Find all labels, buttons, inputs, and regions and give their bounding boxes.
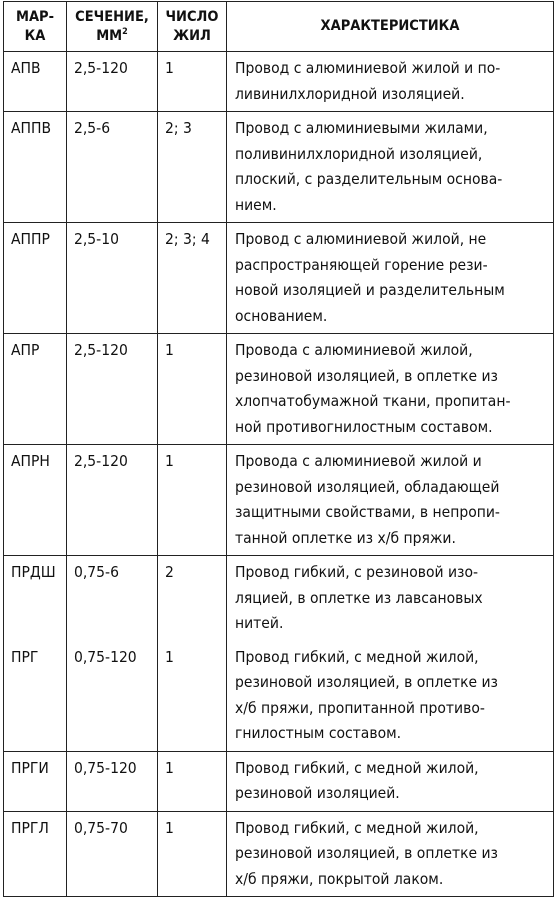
table-row [4, 641, 554, 752]
header-section: СЕЧЕНИЕ, $ММ^2$ [67, 2, 158, 52]
cell-cores: 2; 3; 4 [158, 223, 227, 334]
header-cores: ЧИСЛО ЖИЛ [158, 2, 227, 52]
cell-section: 2,5-120 [67, 334, 158, 445]
cell-section: 0,75-6 [67, 556, 158, 641]
cell-cores: 1 [158, 52, 227, 112]
cell-brand: АПРН [4, 445, 67, 556]
cell-cores: 1 [158, 641, 227, 752]
cell-section: 2,5-6 [67, 112, 158, 223]
header-brand: МАР- КА [4, 2, 67, 52]
wire-spec-table [3, 1, 554, 897]
table-row [4, 445, 554, 556]
cell-cores: 1 [158, 334, 227, 445]
cell-brand: АППВ [4, 112, 67, 223]
cell-cores: 2; 3 [158, 112, 227, 223]
header-description: ХАРАКТЕРИСТИКА [227, 2, 554, 52]
cell-section: 2,5-10 [67, 223, 158, 334]
cell-cores: 1 [158, 751, 227, 811]
cell-brand: АППР [4, 223, 67, 334]
cell-description: Провод гибкий, с медной жилой, резиновой изоляцией, в оплетке из х/б пряжи, пропитанной противо- гнилостным составом. [227, 641, 554, 752]
cell-section: 0,75-120 [67, 641, 158, 752]
cell-section: 2,5-120 [67, 52, 158, 112]
cell-description: Провод гибкий, с медной жилой, резиновой изоляцией. [227, 751, 554, 811]
table-row [4, 334, 554, 445]
cell-cores: 2 [158, 556, 227, 641]
cell-section: 0,75-120 [67, 751, 158, 811]
cell-description: Провод с алюминиевой жилой и по- ливинилхлоридной изоляцией. [227, 52, 554, 112]
cell-cores: 1 [158, 445, 227, 556]
table-row [4, 751, 554, 811]
cell-brand: ПРГИ [4, 751, 67, 811]
cell-description: Провода с алюминиевой жилой, резиновой изоляцией, в оплетке из хлопчатобумажной ткани, пропитан- ной противогнилостным составом. [227, 334, 554, 445]
header-row [4, 2, 554, 52]
cell-cores: 1 [158, 811, 227, 897]
cell-section: 0,75-70 [67, 811, 158, 897]
cell-description: Провода с алюминиевой жилой и резиновой изоляцией, обладающей защитными свойствами, в непропи- танной оплетке из х/б пряжи. [227, 445, 554, 556]
cell-description: Провод гибкий, с резиновой изо- ляцией, в оплетке из лавсановых нитей. [227, 556, 554, 641]
cell-brand: ПРДШ [4, 556, 67, 641]
table-row [4, 811, 554, 897]
table-row [4, 52, 554, 112]
cell-description: Провод гибкий, с медной жилой, резиновой изоляцией, в оплетке из х/б пряжи, покрытой лаком. [227, 811, 554, 897]
cell-section: 2,5-120 [67, 445, 158, 556]
table-row [4, 112, 554, 223]
cell-brand: АПВ [4, 52, 67, 112]
table-row [4, 223, 554, 334]
cell-brand: ПРГ [4, 641, 67, 752]
table-row [4, 556, 554, 641]
cell-brand: АПР [4, 334, 67, 445]
cell-brand: ПРГЛ [4, 811, 67, 897]
cell-description: Провод с алюминиевыми жилами, поливинилхлоридной изоляцией, плоский, с разделительным основа- нием. [227, 112, 554, 223]
cell-description: Провод с алюминиевой жилой, не распространяющей горение рези- новой изоляцией и разделительным основанием. [227, 223, 554, 334]
